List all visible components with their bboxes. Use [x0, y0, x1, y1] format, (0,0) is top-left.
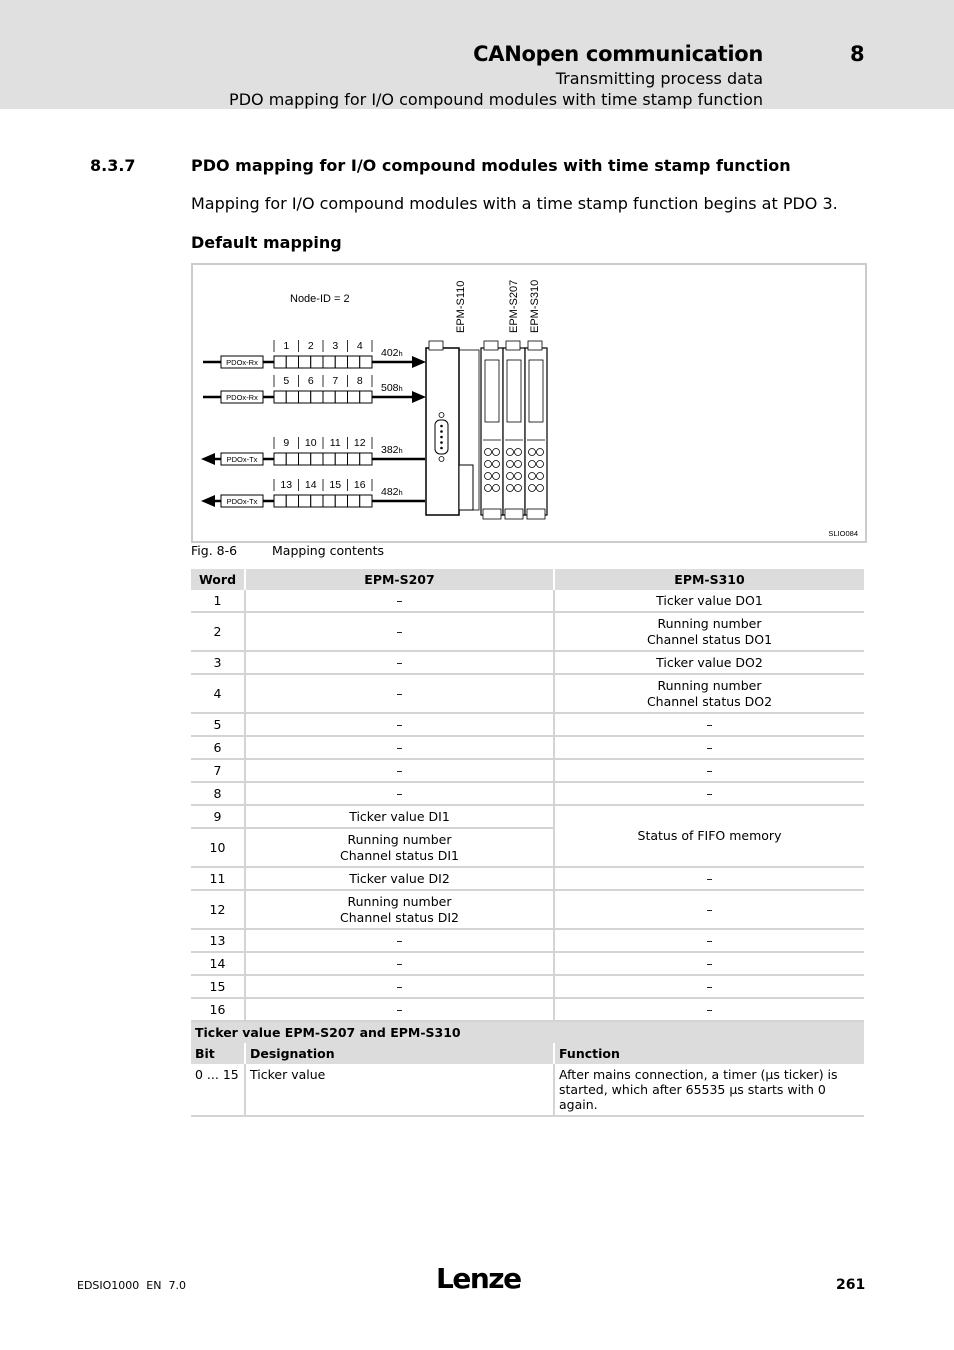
table-header-row: [191, 569, 864, 590]
module-label: EPM-S110: [455, 280, 467, 333]
function-cell: After mains connection, a timer (µs ticker) is started, which after 65535 µs starts with 0 again.: [554, 1064, 864, 1116]
page-header: [0, 0, 954, 109]
register-cell: [360, 391, 372, 403]
word-number: 1: [283, 340, 290, 352]
word-cell: 3: [191, 651, 245, 674]
epm-s310-cell: –: [554, 998, 864, 1021]
module-latch: [506, 341, 520, 350]
epm-s310-cell: Running number Channel status DO2: [554, 674, 864, 713]
register-cell: [348, 356, 360, 368]
register-cell: [335, 391, 347, 403]
table-row: [191, 929, 864, 952]
cob-id-suffix: h: [398, 446, 403, 455]
table-row: [191, 736, 864, 759]
terminal: [485, 485, 492, 492]
epm-s310-cell: –: [554, 782, 864, 805]
cob-id-suffix: h: [398, 349, 403, 358]
word-cell: 1: [191, 590, 245, 612]
node-id-label: Node-ID = 2: [290, 293, 350, 305]
terminal: [485, 449, 492, 456]
header-subtitle: PDO mapping for I/O compound modules with time stamp function: [229, 90, 763, 109]
register-cell: [274, 453, 286, 465]
epm-s310-cell: –: [554, 867, 864, 890]
table-row: [191, 890, 864, 929]
word-cell: 2: [191, 612, 245, 651]
connector-pin: [440, 430, 443, 433]
terminal-strip: [505, 509, 523, 519]
word-number: 8: [356, 375, 363, 387]
chapter-title: CANopen communication: [473, 42, 763, 66]
epm-s310-cell: Running number Channel status DO1: [554, 612, 864, 651]
cob-id-value: 382: [381, 444, 399, 456]
terminal-strip: [527, 509, 545, 519]
power-module: [459, 465, 473, 510]
table-row: [191, 998, 864, 1021]
table-row: [191, 975, 864, 998]
register-cell: [348, 453, 360, 465]
connector-pin: [440, 436, 443, 439]
terminal: [507, 473, 514, 480]
epm-s207-cell: Running number Channel status DI2: [245, 890, 554, 929]
word-number: 7: [332, 375, 339, 387]
epm-s310-cell: Ticker value DO1: [554, 590, 864, 612]
module-latch: [484, 341, 498, 350]
header-subtitle: Transmitting process data: [555, 69, 763, 88]
register-cell: [311, 356, 323, 368]
module-label: EPM-S207: [508, 279, 520, 333]
epm-s207-cell: –: [245, 975, 554, 998]
module-label: EPM-S310: [529, 279, 541, 333]
word-number: 4: [356, 340, 363, 352]
register-cell: [311, 495, 323, 507]
terminal-strip: [483, 509, 501, 519]
ticker-table: [191, 1022, 864, 1117]
table-title-row: [191, 1022, 864, 1043]
module-window: [529, 360, 543, 422]
register-cell: [360, 495, 372, 507]
register-cell: [286, 356, 298, 368]
word-number: 5: [283, 375, 290, 387]
word-number: 14: [304, 479, 317, 491]
arrow-head: [412, 391, 426, 403]
terminal: [537, 485, 544, 492]
pdo-label: PDOx-Tx: [226, 497, 258, 506]
register-cell: [335, 356, 347, 368]
pdo-label: PDOx-Tx: [226, 455, 258, 464]
terminal: [529, 449, 536, 456]
register-cell: [286, 391, 298, 403]
register-cell: [323, 391, 335, 403]
terminal: [507, 449, 514, 456]
column-header: Designation: [245, 1043, 554, 1064]
table-row: [191, 674, 864, 713]
epm-s207-cell: Ticker value DI1: [245, 805, 554, 828]
word-number: 10: [304, 437, 317, 449]
word-number: 12: [353, 437, 366, 449]
pdo-label: PDOx-Rx: [226, 393, 258, 402]
table-row: [191, 1064, 864, 1116]
epm-s207-cell: –: [245, 612, 554, 651]
terminal: [493, 473, 500, 480]
epm-s310-cell: –: [554, 759, 864, 782]
register-cell: [311, 391, 323, 403]
word-cell: 14: [191, 952, 245, 975]
register-cell: [311, 453, 323, 465]
epm-s310-cell: Status of FIFO memory: [554, 805, 864, 867]
epm-s207-cell: –: [245, 674, 554, 713]
epm-s207-cell: Running number Channel status DI1: [245, 828, 554, 867]
column-header: EPM-S207: [245, 569, 554, 590]
epm-s207-cell: –: [245, 929, 554, 952]
word-cell: 6: [191, 736, 245, 759]
terminal: [537, 449, 544, 456]
image-code: SLIO084: [828, 529, 858, 538]
designation-cell: Ticker value: [245, 1064, 554, 1116]
register-cell: [274, 391, 286, 403]
word-cell: 15: [191, 975, 245, 998]
register-cell: [348, 391, 360, 403]
register-cell: [348, 495, 360, 507]
terminal: [493, 485, 500, 492]
chapter-number: 8: [850, 42, 865, 66]
word-number: 13: [280, 479, 293, 491]
terminal: [515, 449, 522, 456]
terminal: [537, 473, 544, 480]
module-window: [507, 360, 521, 422]
arrow-head: [201, 495, 215, 507]
bit-cell: 0 ... 15: [191, 1064, 245, 1116]
lenze-logo: Lenze: [436, 1262, 521, 1295]
epm-s207-cell: –: [245, 736, 554, 759]
register-cell: [323, 453, 335, 465]
column-header: EPM-S310: [554, 569, 864, 590]
pdo-label: PDOx-Rx: [226, 358, 258, 367]
table-row: [191, 713, 864, 736]
word-cell: 9: [191, 805, 245, 828]
register-cell: [299, 391, 311, 403]
cob-id-suffix: h: [398, 488, 403, 497]
word-cell: 10: [191, 828, 245, 867]
epm-s207-cell: Ticker value DI2: [245, 867, 554, 890]
ticker-table-title: Ticker value EPM-S207 and EPM-S310: [191, 1022, 864, 1043]
register-cell: [286, 495, 298, 507]
register-cell: [274, 356, 286, 368]
connector-pin: [440, 441, 443, 444]
column-header: Function: [554, 1043, 864, 1064]
word-cell: 16: [191, 998, 245, 1021]
word-number: 2: [307, 340, 314, 352]
word-cell: 11: [191, 867, 245, 890]
document-id: EDSIO1000 EN 7.0: [77, 1279, 186, 1292]
terminal: [493, 461, 500, 468]
terminal: [529, 473, 536, 480]
epm-s310-cell: Ticker value DO2: [554, 651, 864, 674]
word-cell: 4: [191, 674, 245, 713]
register-cell: [286, 453, 298, 465]
module-latch: [429, 341, 443, 350]
table-row: [191, 782, 864, 805]
epm-s207-cell: –: [245, 759, 554, 782]
epm-s310-cell: –: [554, 952, 864, 975]
word-number: 15: [329, 479, 342, 491]
register-cell: [299, 453, 311, 465]
terminal: [515, 473, 522, 480]
terminal: [485, 461, 492, 468]
table-row: [191, 805, 864, 828]
epm-s207-cell: –: [245, 782, 554, 805]
terminal: [507, 461, 514, 468]
epm-s207-cell: –: [245, 590, 554, 612]
connector-pin: [440, 425, 443, 428]
mapping-diagram: [193, 265, 865, 541]
epm-s207-cell: –: [245, 952, 554, 975]
epm-s310-cell: –: [554, 929, 864, 952]
word-cell: 12: [191, 890, 245, 929]
terminal: [485, 473, 492, 480]
subheading: Default mapping: [191, 233, 342, 252]
epm-s310-cell: –: [554, 890, 864, 929]
word-cell: 7: [191, 759, 245, 782]
terminal: [493, 449, 500, 456]
figure-label: Fig. 8-6: [191, 543, 238, 558]
word-number: 16: [353, 479, 366, 491]
table-row: [191, 759, 864, 782]
epm-s310-cell: –: [554, 713, 864, 736]
word-number: 3: [332, 340, 339, 352]
epm-s310-cell: –: [554, 975, 864, 998]
epm-s207-cell: –: [245, 713, 554, 736]
terminal: [529, 485, 536, 492]
word-number: 6: [307, 375, 314, 387]
table-row: [191, 612, 864, 651]
section-title: PDO mapping for I/O compound modules with time stamp function: [191, 156, 791, 175]
register-cell: [274, 495, 286, 507]
cob-id-value: 402: [381, 347, 399, 359]
arrow-head: [201, 453, 215, 465]
register-cell: [323, 495, 335, 507]
column-header: Word: [191, 569, 245, 590]
word-cell: 13: [191, 929, 245, 952]
figure-caption: Mapping contents: [272, 543, 384, 558]
module-latch: [528, 341, 542, 350]
epm-s207-cell: –: [245, 651, 554, 674]
column-header: Bit: [191, 1043, 245, 1064]
table-row: [191, 867, 864, 890]
cob-id-label: [381, 382, 403, 394]
terminal: [537, 461, 544, 468]
terminal: [529, 461, 536, 468]
cob-id-label: [381, 486, 403, 498]
register-cell: [335, 453, 347, 465]
arrow-head: [412, 356, 426, 368]
word-number: 11: [329, 437, 341, 449]
page-number: 261: [836, 1277, 866, 1293]
word-cell: 5: [191, 713, 245, 736]
table-row: [191, 590, 864, 612]
register-cell: [335, 495, 347, 507]
epm-s207-cell: –: [245, 998, 554, 1021]
module-window: [485, 360, 499, 422]
intro-paragraph: Mapping for I/O compound modules with a time stamp function begins at PDO 3.: [191, 194, 838, 213]
epm-s310-cell: –: [554, 736, 864, 759]
connector-pin: [440, 447, 443, 450]
table-header-row: [191, 1043, 864, 1064]
register-cell: [323, 356, 335, 368]
terminal: [507, 485, 514, 492]
terminal: [515, 461, 522, 468]
terminal: [515, 485, 522, 492]
cob-id-label: [381, 347, 403, 359]
register-cell: [360, 453, 372, 465]
cob-id-label: [381, 444, 403, 456]
register-cell: [299, 495, 311, 507]
word-number: 9: [283, 437, 290, 449]
section-number: 8.3.7: [90, 156, 136, 175]
register-cell: [299, 356, 311, 368]
register-cell: [360, 356, 372, 368]
table-row: [191, 952, 864, 975]
cob-id-value: 482: [381, 486, 399, 498]
mapping-table: [191, 569, 864, 1022]
word-cell: 8: [191, 782, 245, 805]
cob-id-value: 508: [381, 382, 399, 394]
table-row: [191, 651, 864, 674]
cob-id-suffix: h: [398, 384, 403, 393]
mapping-figure: [191, 263, 867, 543]
